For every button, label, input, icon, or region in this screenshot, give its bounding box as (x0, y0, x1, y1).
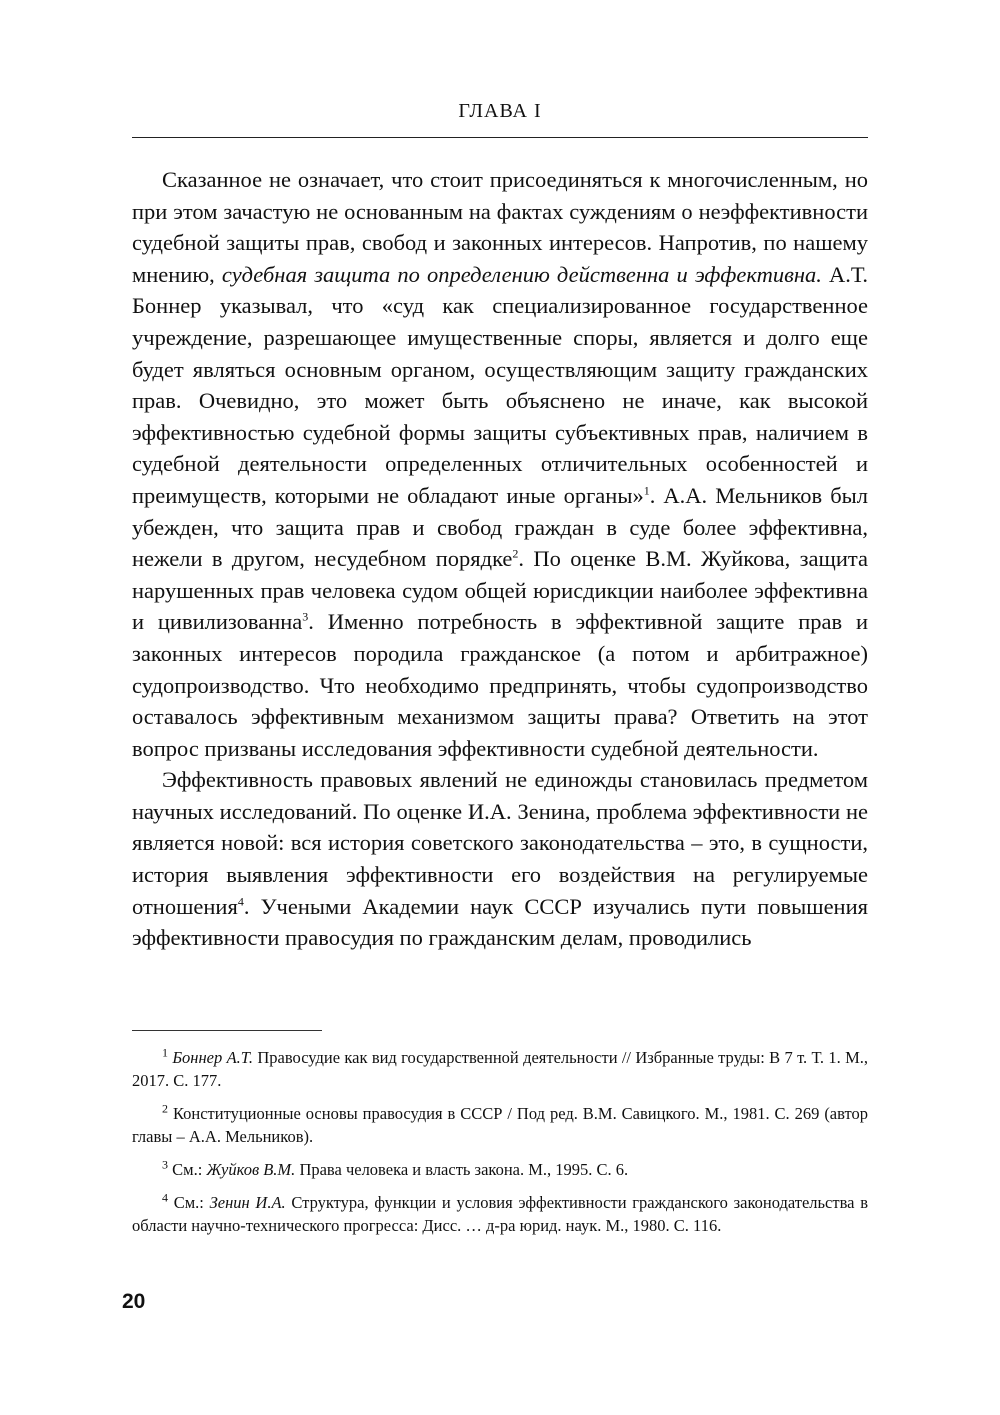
footnote-number: 4 (162, 1190, 168, 1205)
footnote-author: Боннер А.Т. (172, 1048, 254, 1067)
footnote-prefix: См.: (173, 1193, 210, 1212)
main-text (132, 164, 868, 954)
footnote-number: 3 (162, 1157, 168, 1172)
footnote-ref-3: 3 (302, 609, 309, 624)
footnote-ref-4: 4 (237, 894, 244, 909)
header-rule (132, 137, 868, 138)
footnote-prefix: См.: (172, 1160, 207, 1179)
italic-emphasis: судебная защита по определению действенна и эффективна. (221, 261, 822, 287)
footnote-2 (132, 1102, 868, 1148)
footnote-author: Жуйков В.М. (206, 1160, 296, 1179)
page-number: 20 (122, 1290, 146, 1313)
footnote-ref-1: 1 (643, 483, 650, 498)
paragraph-2 (132, 764, 868, 954)
footnote-1 (132, 1046, 868, 1092)
text-run: Эффективность правовых явлений не единожды становилась предметом научных исследований. По оценке И.А. Зенина, проблема эффективности не является новой: вся история советского законодательства – это, в сущности, история выявления эффективности его воздействия на регулируемые отношения (132, 767, 868, 919)
footnote-text: Конституционные основы правосудия в СССР / Под ред. В.М. Савицкого. М., 1981. С. 269 (автор главы – А.А. Мельников). (132, 1104, 869, 1146)
footnote-3 (132, 1158, 868, 1181)
footnote-text: Правосудие как вид государственной деятельности // Избранные труды: В 7 т. Т. 1. М., 2017. С. 177. (132, 1048, 868, 1090)
running-header: ГЛАВА I (458, 100, 542, 122)
text-run: . А.А. Мельников был убежден, что защита прав и свобод граждан в суде более эффективна, нежели в другом, несудебном порядке (132, 482, 868, 572)
footnote-number: 2 (162, 1101, 168, 1116)
text-run: . По оценке В.М. Жуйкова, защита нарушенных прав человека судом общей юрисдикции наиболее эффективна и цивилизованна (132, 546, 868, 635)
text-run: Сказанное не означает, что стоит присоединяться к многочисленным, но при этом зачастую не основанным на фактах суждениям о неэффективности судебной защиты прав, свобод и законных интересов. Напротив, по нашему мнению, (132, 167, 868, 287)
text-run: А.Т. Боннер указывал, что «суд как специализированное государственное учреждение, разрешающее имущественные споры, является и долго еще будет являться основным органом, осуществляющим защиту гражданских прав. Очевидно, это может быть объяснено не иначе, как высокой эффективностью судебной формы защиты субъективных прав, наличием в судебной деятельности определенных отличительных особенностей и преимуществ, которыми не обладают иные органы» (132, 261, 868, 508)
footnote-number: 1 (162, 1045, 168, 1060)
footnote-4 (132, 1191, 868, 1237)
footnote-author: Зенин И.А. (209, 1193, 286, 1212)
paragraph-1 (132, 164, 868, 764)
footnote-text: Права человека и власть закона. М., 1995. С. 6. (295, 1160, 629, 1179)
text-run: . Учеными Академии наук СССР изучались пути повышения эффективности правосудия по гражданским делам, проводились (132, 893, 868, 951)
footnotes (132, 1046, 868, 1247)
footnote-ref-2: 2 (512, 546, 519, 561)
footnote-text: Структура, функции и условия эффективности гражданского законодательства в области научно-технического прогресса: Дисс. … д-ра юрид. наук. М., 1980. С. 116. (132, 1193, 868, 1235)
footnote-rule (132, 1030, 322, 1031)
text-run: . Именно потребность в эффективной защите прав и законных интересов породила гражданское (а потом и арбитражное) судопроизводство. Что необходимо предпринять, чтобы судопроизводство оставалось эффективным механизмом защиты права? Ответить на этот вопрос призваны исследования эффективности судебной деятельности. (132, 609, 868, 761)
